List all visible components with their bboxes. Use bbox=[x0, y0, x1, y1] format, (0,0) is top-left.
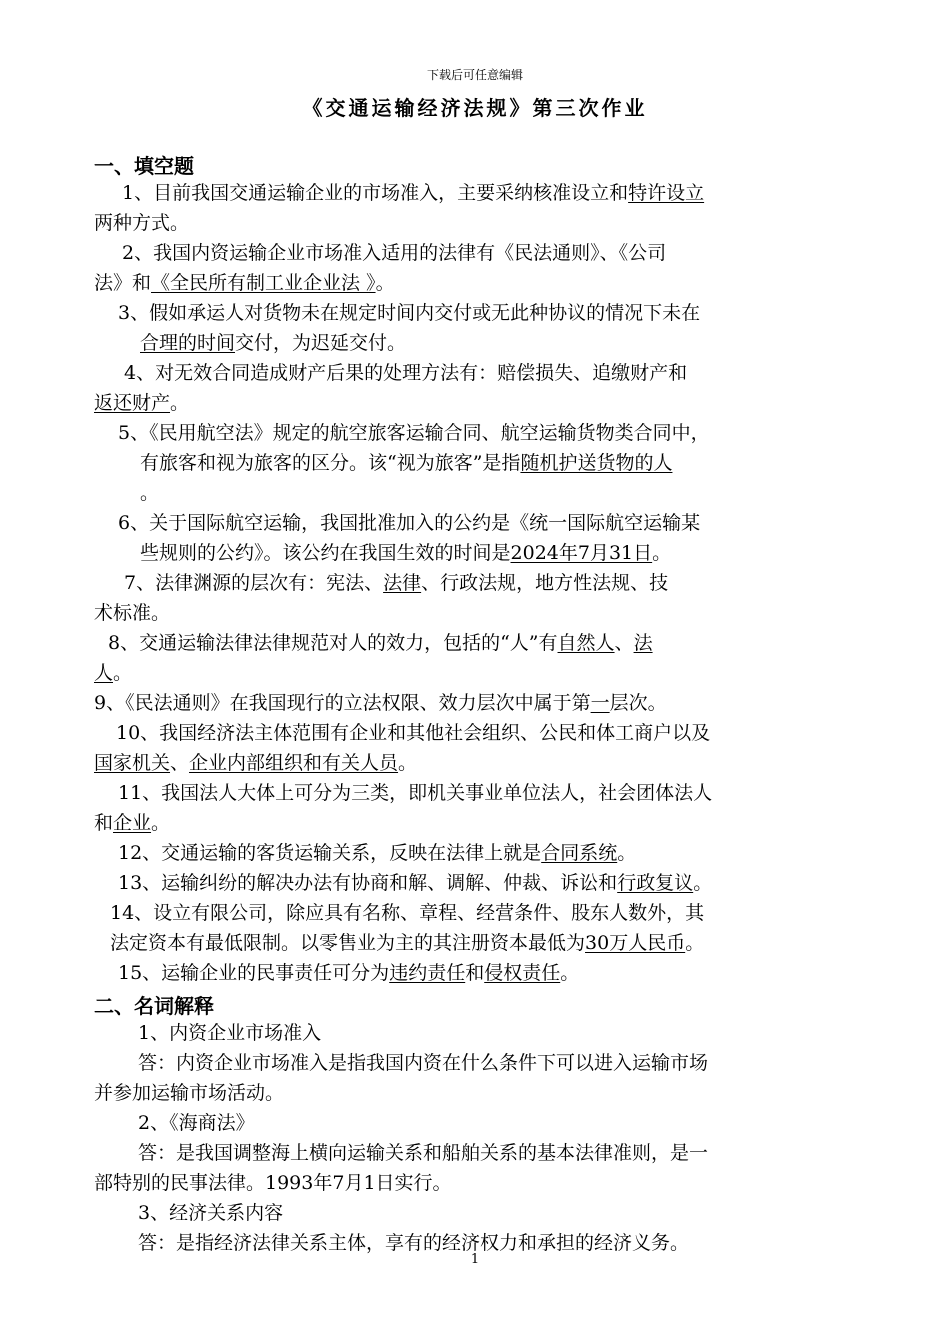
section-heading-terms: 二、名词解释 bbox=[94, 994, 214, 1018]
question-8-line-1: 8、交通运输法律法律规范对人的效力，包括的“人”有自然人、法 bbox=[108, 632, 653, 654]
question-9: 9、《民法通则》在我国现行的立法权限、效力层次中属于第一层次。 bbox=[94, 692, 667, 714]
answer-2: 《全民所有制工业企业法 》 bbox=[151, 272, 376, 294]
answer-8b-part1: 法 bbox=[633, 632, 653, 654]
term-2: 2、《海商法》 bbox=[138, 1112, 255, 1134]
term-1-answer-line-1: 答：内资企业市场准入是指我国内资在什么条件下可以进入运输市场 bbox=[138, 1052, 709, 1074]
question-10-line-1: 10、我国经济法主体范围有企业和其他社会组织、公民和体工商户以及 bbox=[116, 722, 711, 744]
answer-14: 30万人民币 bbox=[585, 932, 686, 954]
answer-3: 合理的时间 bbox=[140, 332, 236, 354]
question-12: 12、交通运输的客货运输关系，反映在法律上就是合同系统。 bbox=[118, 842, 637, 864]
question-14-line-1: 14、设立有限公司，除应具有名称、章程、经营条件、股东人数外，其 bbox=[110, 902, 705, 924]
question-5-line-2: 有旅客和视为旅客的区分。该“视为旅客”是指随机护送货物的人 bbox=[140, 452, 673, 474]
answer-9: 一 bbox=[590, 692, 610, 714]
term-2-answer-line-2: 部特别的民事法律。1993年7月1日实行。 bbox=[94, 1172, 452, 1194]
question-4-line-2: 返还财产。 bbox=[94, 392, 190, 414]
answer-1: 特许设立 bbox=[628, 182, 705, 204]
question-1-line-2: 两种方式。 bbox=[94, 212, 190, 234]
question-5-line-3: 。 bbox=[140, 482, 160, 504]
answer-10b: 企业内部组织和有关人员 bbox=[189, 752, 399, 774]
question-11-line-2: 和企业。 bbox=[94, 812, 171, 834]
question-6-line-2: 些规则的公约》。该公约在我国生效的时间是2024年7月31日。 bbox=[140, 542, 672, 564]
term-3: 3、经济关系内容 bbox=[138, 1202, 284, 1224]
answer-15a: 违约责任 bbox=[389, 962, 466, 984]
term-1: 1、内资企业市场准入 bbox=[138, 1022, 322, 1044]
answer-10a: 国家机关 bbox=[94, 752, 171, 774]
answer-8a: 自然人 bbox=[557, 632, 615, 654]
question-14-line-2: 法定资本有最低限制。以零售业为主的其注册资本最低为30万人民币。 bbox=[110, 932, 705, 954]
answer-12: 合同系统 bbox=[541, 842, 618, 864]
question-3-line-1: 3、假如承运人对货物未在规定时间内交付或无此种协议的情况下未在 bbox=[118, 302, 701, 324]
answer-6: 2024年7月31日 bbox=[510, 542, 653, 564]
answer-7: 法律 bbox=[383, 572, 422, 594]
question-15: 15、运输企业的民事责任可分为违约责任和侵权责任。 bbox=[118, 962, 580, 984]
question-3-line-2: 合理的时间交付，为迟延交付。 bbox=[140, 332, 407, 354]
term-3-answer-line-1: 答：是指经济法律关系主体，享有的经济权力和承担的经济义务。 bbox=[138, 1232, 690, 1254]
answer-4: 返还财产 bbox=[94, 392, 171, 414]
answer-13: 行政复议 bbox=[617, 872, 694, 894]
page-title: 《交通运输经济法规》第三次作业 bbox=[302, 96, 648, 120]
question-7-line-2: 术标准。 bbox=[94, 602, 171, 624]
answer-8b-part2: 人 bbox=[94, 662, 114, 684]
question-11-line-1: 11、我国法人大体上可分为三类，即机关事业单位法人，社会团体法人 bbox=[118, 782, 713, 804]
question-1-line-1: 1、目前我国交通运输企业的市场准入，主要采纳核准设立和特许设立 bbox=[122, 182, 705, 204]
header-note: 下载后可任意编辑 bbox=[426, 68, 523, 82]
answer-15b: 侵权责任 bbox=[484, 962, 561, 984]
question-10-line-2: 国家机关、企业内部组织和有关人员。 bbox=[94, 752, 418, 774]
term-1-answer-line-2: 并参加运输市场活动。 bbox=[94, 1082, 285, 1104]
answer-11: 企业 bbox=[113, 812, 152, 834]
question-4-line-1: 4、对无效合同造成财产后果的处理方法有：赔偿损失、追缴财产和 bbox=[124, 362, 688, 384]
question-7-line-1: 7、法律渊源的层次有：宪法、法律、行政法规，地方性法规、技 bbox=[124, 572, 669, 594]
question-6-line-1: 6、关于国际航空运输，我国批准加入的公约是《统一国际航空运输某 bbox=[118, 512, 701, 534]
question-5-line-1: 5、《民用航空法》规定的航空旅客运输合同、航空运输货物类合同中， bbox=[118, 422, 710, 444]
answer-5: 随机护送货物的人 bbox=[520, 452, 673, 474]
question-2-line-2: 法》和《全民所有制工业企业法 》。 bbox=[94, 272, 395, 294]
question-2-line-1: 2、我国内资运输企业市场准入适用的法律有《民法通则》、《公司 bbox=[122, 242, 667, 264]
question-13: 13、运输纠纷的解决办法有协商和解、调解、仲裁、诉讼和行政复议。 bbox=[118, 872, 713, 894]
page-number: 1 bbox=[470, 1252, 480, 1267]
question-8-line-2: 人。 bbox=[94, 662, 133, 684]
section-heading-fill-blank: 一、填空题 bbox=[94, 154, 194, 178]
term-2-answer-line-1: 答：是我国调整海上横向运输关系和船舶关系的基本法律准则，是一 bbox=[138, 1142, 709, 1164]
